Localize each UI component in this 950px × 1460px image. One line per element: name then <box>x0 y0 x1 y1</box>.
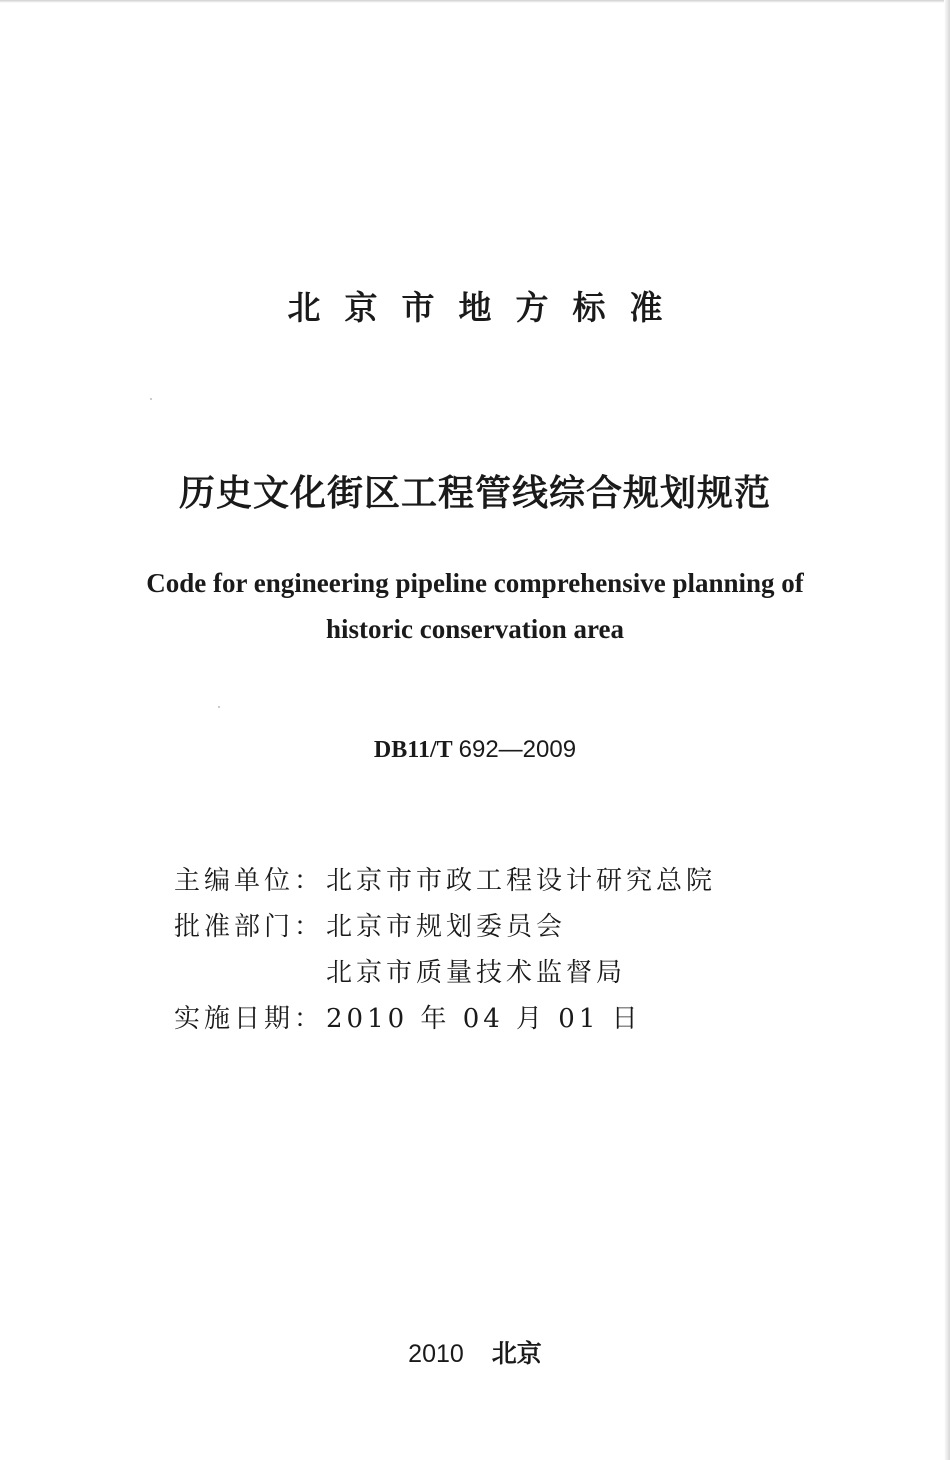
scan-speck <box>218 706 220 708</box>
standard-code: 692—2009 <box>458 736 577 763</box>
info-row-approver <box>174 904 716 950</box>
footer <box>0 1334 950 1370</box>
info-row-effective-date <box>174 996 716 1042</box>
document-title-en-line2: historic conservation area <box>326 614 624 644</box>
standard-number <box>0 736 950 764</box>
info-value: 北京市质量技术监督局 <box>326 958 627 988</box>
document-title-en <box>60 560 890 652</box>
info-label: 批准部门： <box>174 912 325 942</box>
info-value: 北京市市政工程设计研究总院 <box>326 866 717 896</box>
footer-city: 北京 <box>491 1339 542 1368</box>
footer-year: 2010 <box>408 1340 464 1368</box>
header-title: 北京市地方标准 <box>287 288 687 327</box>
document-title-en-line1: Code for engineering pipeline comprehensive planning of <box>146 568 804 598</box>
info-label: 实施日期： <box>174 1004 325 1034</box>
info-value: 北京市规划委员会 <box>326 912 567 942</box>
document-title-cn: 历史文化街区工程管线综合规划规范 <box>178 473 771 514</box>
standard-prefix: DB11/T <box>373 737 453 763</box>
info-row-approver-2 <box>174 950 716 996</box>
scan-edge-right <box>944 0 950 1460</box>
info-block <box>174 858 716 1042</box>
scan-edge-top <box>0 0 950 3</box>
info-row-editor <box>174 858 716 904</box>
scan-speck <box>150 398 152 400</box>
info-value: 2010 年 04 月 01 日 <box>326 1004 642 1034</box>
info-label: 主编单位： <box>174 866 325 896</box>
